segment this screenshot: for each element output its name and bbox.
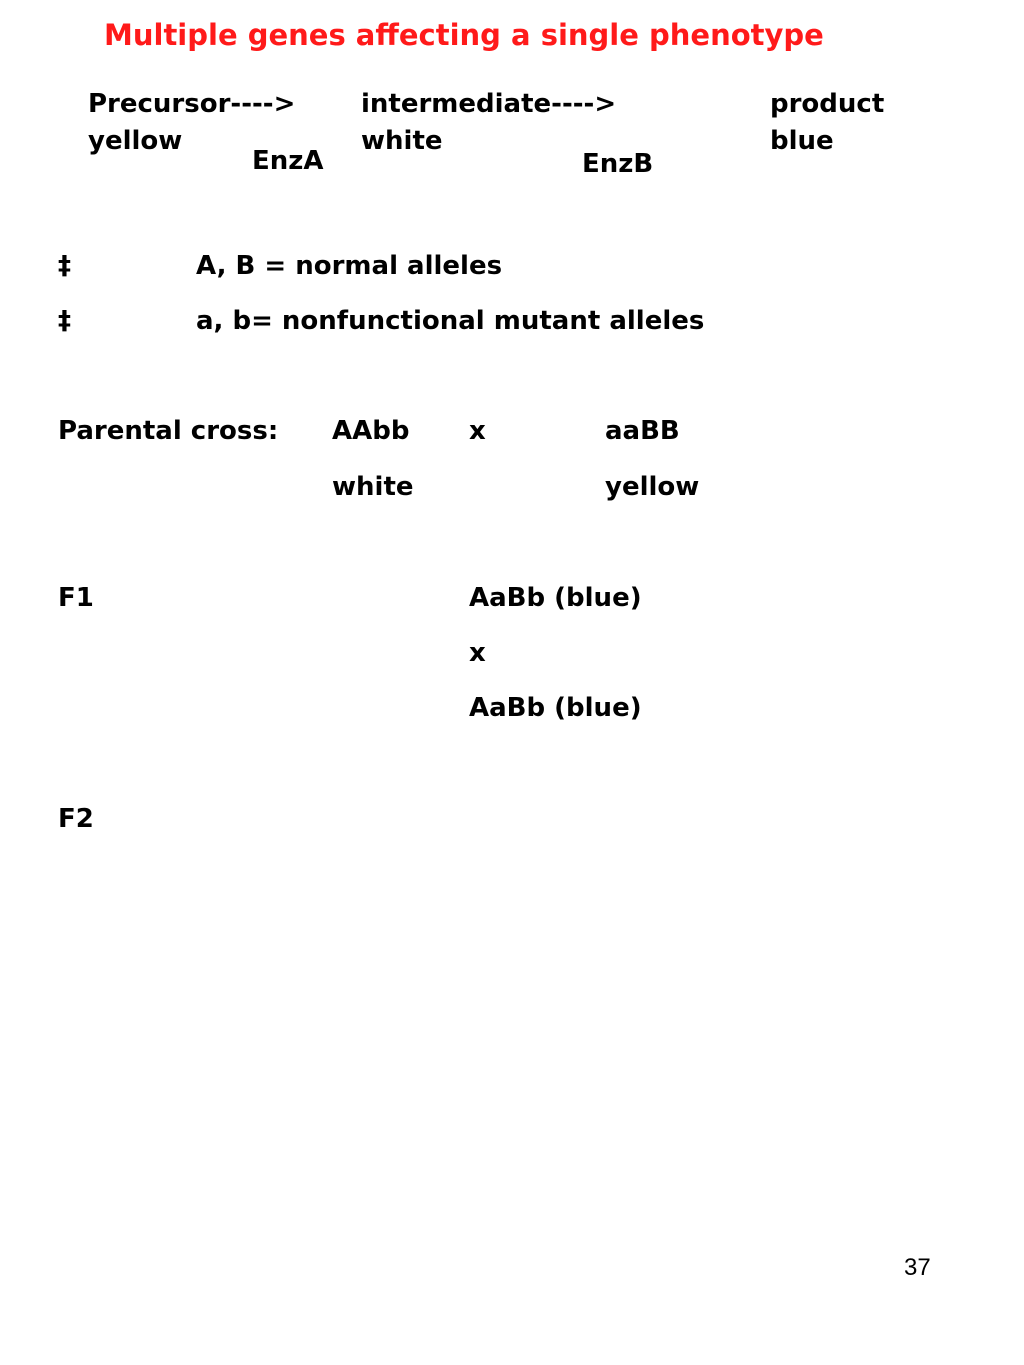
f1-genotype-line2: AaBb (blue) bbox=[469, 693, 642, 723]
pathway-precursor-label: Precursor----> bbox=[88, 89, 296, 119]
bullet-text-mutant-alleles: a, b= nonfunctional mutant alleles bbox=[196, 306, 705, 336]
pathway-enzyme-b: EnzB bbox=[582, 149, 654, 179]
bullet-text-normal-alleles: A, B = normal alleles bbox=[196, 251, 503, 281]
pathway-enzyme-a: EnzA bbox=[252, 146, 324, 176]
parent1-genotype: AAbb bbox=[332, 416, 410, 446]
f2-label: F2 bbox=[58, 804, 94, 834]
pathway-intermediate-color: white bbox=[361, 126, 443, 156]
f1-cross-symbol: x bbox=[469, 638, 486, 668]
parent2-phenotype: yellow bbox=[605, 472, 700, 502]
f1-label: F1 bbox=[58, 583, 94, 613]
slide-title: Multiple genes affecting a single phenotype bbox=[104, 18, 824, 52]
bullet-marker: ‡ bbox=[58, 306, 71, 336]
parent1-phenotype: white bbox=[332, 472, 414, 502]
parent2-genotype: aaBB bbox=[605, 416, 680, 446]
pathway-intermediate-label: intermediate----> bbox=[361, 89, 617, 119]
parental-cross-label: Parental cross: bbox=[58, 416, 279, 446]
f1-genotype-line1: AaBb (blue) bbox=[469, 583, 642, 613]
parental-cross-symbol: x bbox=[469, 416, 486, 446]
pathway-product-label: product bbox=[770, 89, 885, 119]
bullet-marker: ‡ bbox=[58, 251, 71, 281]
pathway-precursor-color: yellow bbox=[88, 126, 183, 156]
pathway-product-color: blue bbox=[770, 126, 834, 156]
page-number: 37 bbox=[904, 1254, 931, 1281]
